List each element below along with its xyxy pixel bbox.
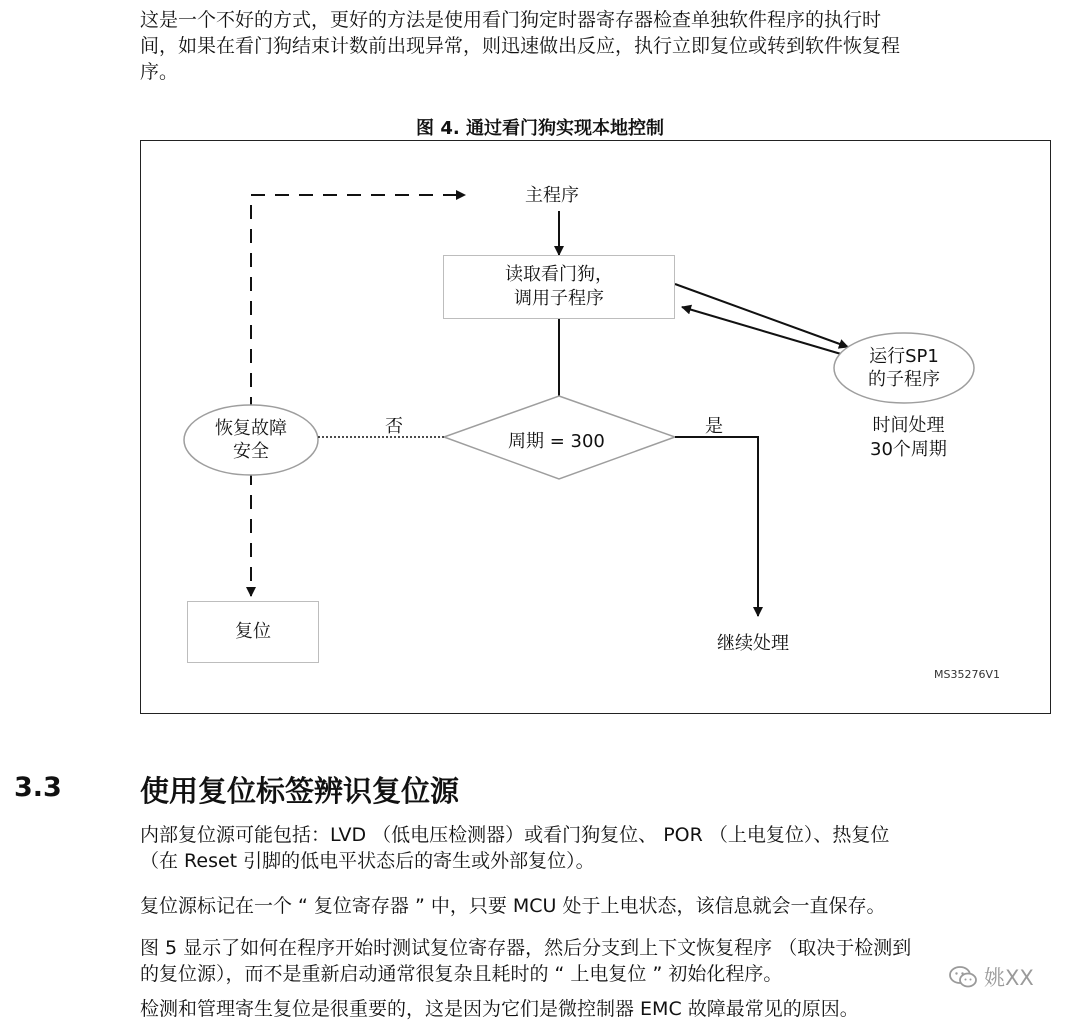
read-watchdog-line-1: 读取看门狗， xyxy=(505,264,613,285)
paragraph-parasitic-reset: 检测和管理寄生复位是很重要的，这是因为它们是微控制器 EMC 故障最常见的原因。 xyxy=(140,998,859,1020)
p3-line-1: 图 5 显示了如何在程序开始时测试复位寄存器，然后分支到上下文恢复程序 （取决于检测到 xyxy=(140,937,912,959)
watchdog-flowchart xyxy=(140,140,1051,714)
read-watchdog-box xyxy=(443,255,675,319)
run-sp1-line-1: 运行SP1 xyxy=(869,346,939,367)
figure-id: MS35276V1 xyxy=(934,668,1000,681)
intro-line-3: 序。 xyxy=(140,61,179,83)
section-number: 3.3 xyxy=(14,772,62,803)
watermark-text: 姚XX xyxy=(984,966,1034,990)
time-processing-line-1: 时间处理 xyxy=(872,415,945,436)
time-processing-line-2: 30个周期 xyxy=(870,439,947,460)
arrow-return-from-sp1 xyxy=(682,307,841,354)
paragraph-figure-5 xyxy=(140,935,1060,987)
time-processing-note xyxy=(870,414,947,462)
paragraph-reset-register: 复位源标记在一个 “ 复位寄存器 ” 中，只要 MCU 处于上电状态，该信息就会一直保存。 xyxy=(140,895,886,917)
reset-box xyxy=(187,601,319,663)
intro-line-2: 间，如果在看门狗结束计数前出现异常，则迅速做出反应，执行立即复位或转到软件恢复程 xyxy=(140,35,901,57)
read-watchdog-line-2: 调用子程序 xyxy=(514,288,604,309)
p3-line-2: 的复位源），而不是重新启动通常很复杂且耗时的 “ 上电复位 ” 初始化程序。 xyxy=(140,963,783,985)
arrow-call-sp1 xyxy=(675,284,848,347)
run-sp1-line-2: 的子程序 xyxy=(868,369,940,390)
recover-oval-text xyxy=(184,405,318,475)
p1-line-2: （在 Reset 引脚的低电平状态后的寄生或外部复位）。 xyxy=(140,850,595,872)
sp1-oval-text xyxy=(834,333,974,403)
paragraph-reset-sources xyxy=(140,822,1060,874)
recover-line-1: 恢复故障 xyxy=(215,418,287,439)
intro-line-1: 这是一个不好的方式，更好的方法是使用看门狗定时器寄存器检查单独软件程序的执行时 xyxy=(140,9,882,31)
no-label: 否 xyxy=(385,416,403,437)
arrow-yes-to-continue xyxy=(675,437,758,616)
recover-line-2: 安全 xyxy=(233,441,269,462)
wechat-icon xyxy=(948,965,978,989)
main-program-label: 主程序 xyxy=(525,185,579,206)
figure-caption: 图 4. 通过看门狗实现本地控制 xyxy=(416,118,664,139)
reset-label: 复位 xyxy=(235,621,271,642)
watermark xyxy=(948,962,1034,992)
continue-label: 继续处理 xyxy=(717,633,789,654)
yes-label: 是 xyxy=(705,416,723,437)
p1-line-1: 内部复位源可能包括：LVD （低电压检测器）或看门狗复位、 POR （上电复位）、热复位 xyxy=(140,824,890,846)
intro-paragraph xyxy=(140,7,1060,85)
section-title: 使用复位标签辨识复位源 xyxy=(140,774,460,808)
condition-label: 周期 = 300 xyxy=(508,431,605,452)
